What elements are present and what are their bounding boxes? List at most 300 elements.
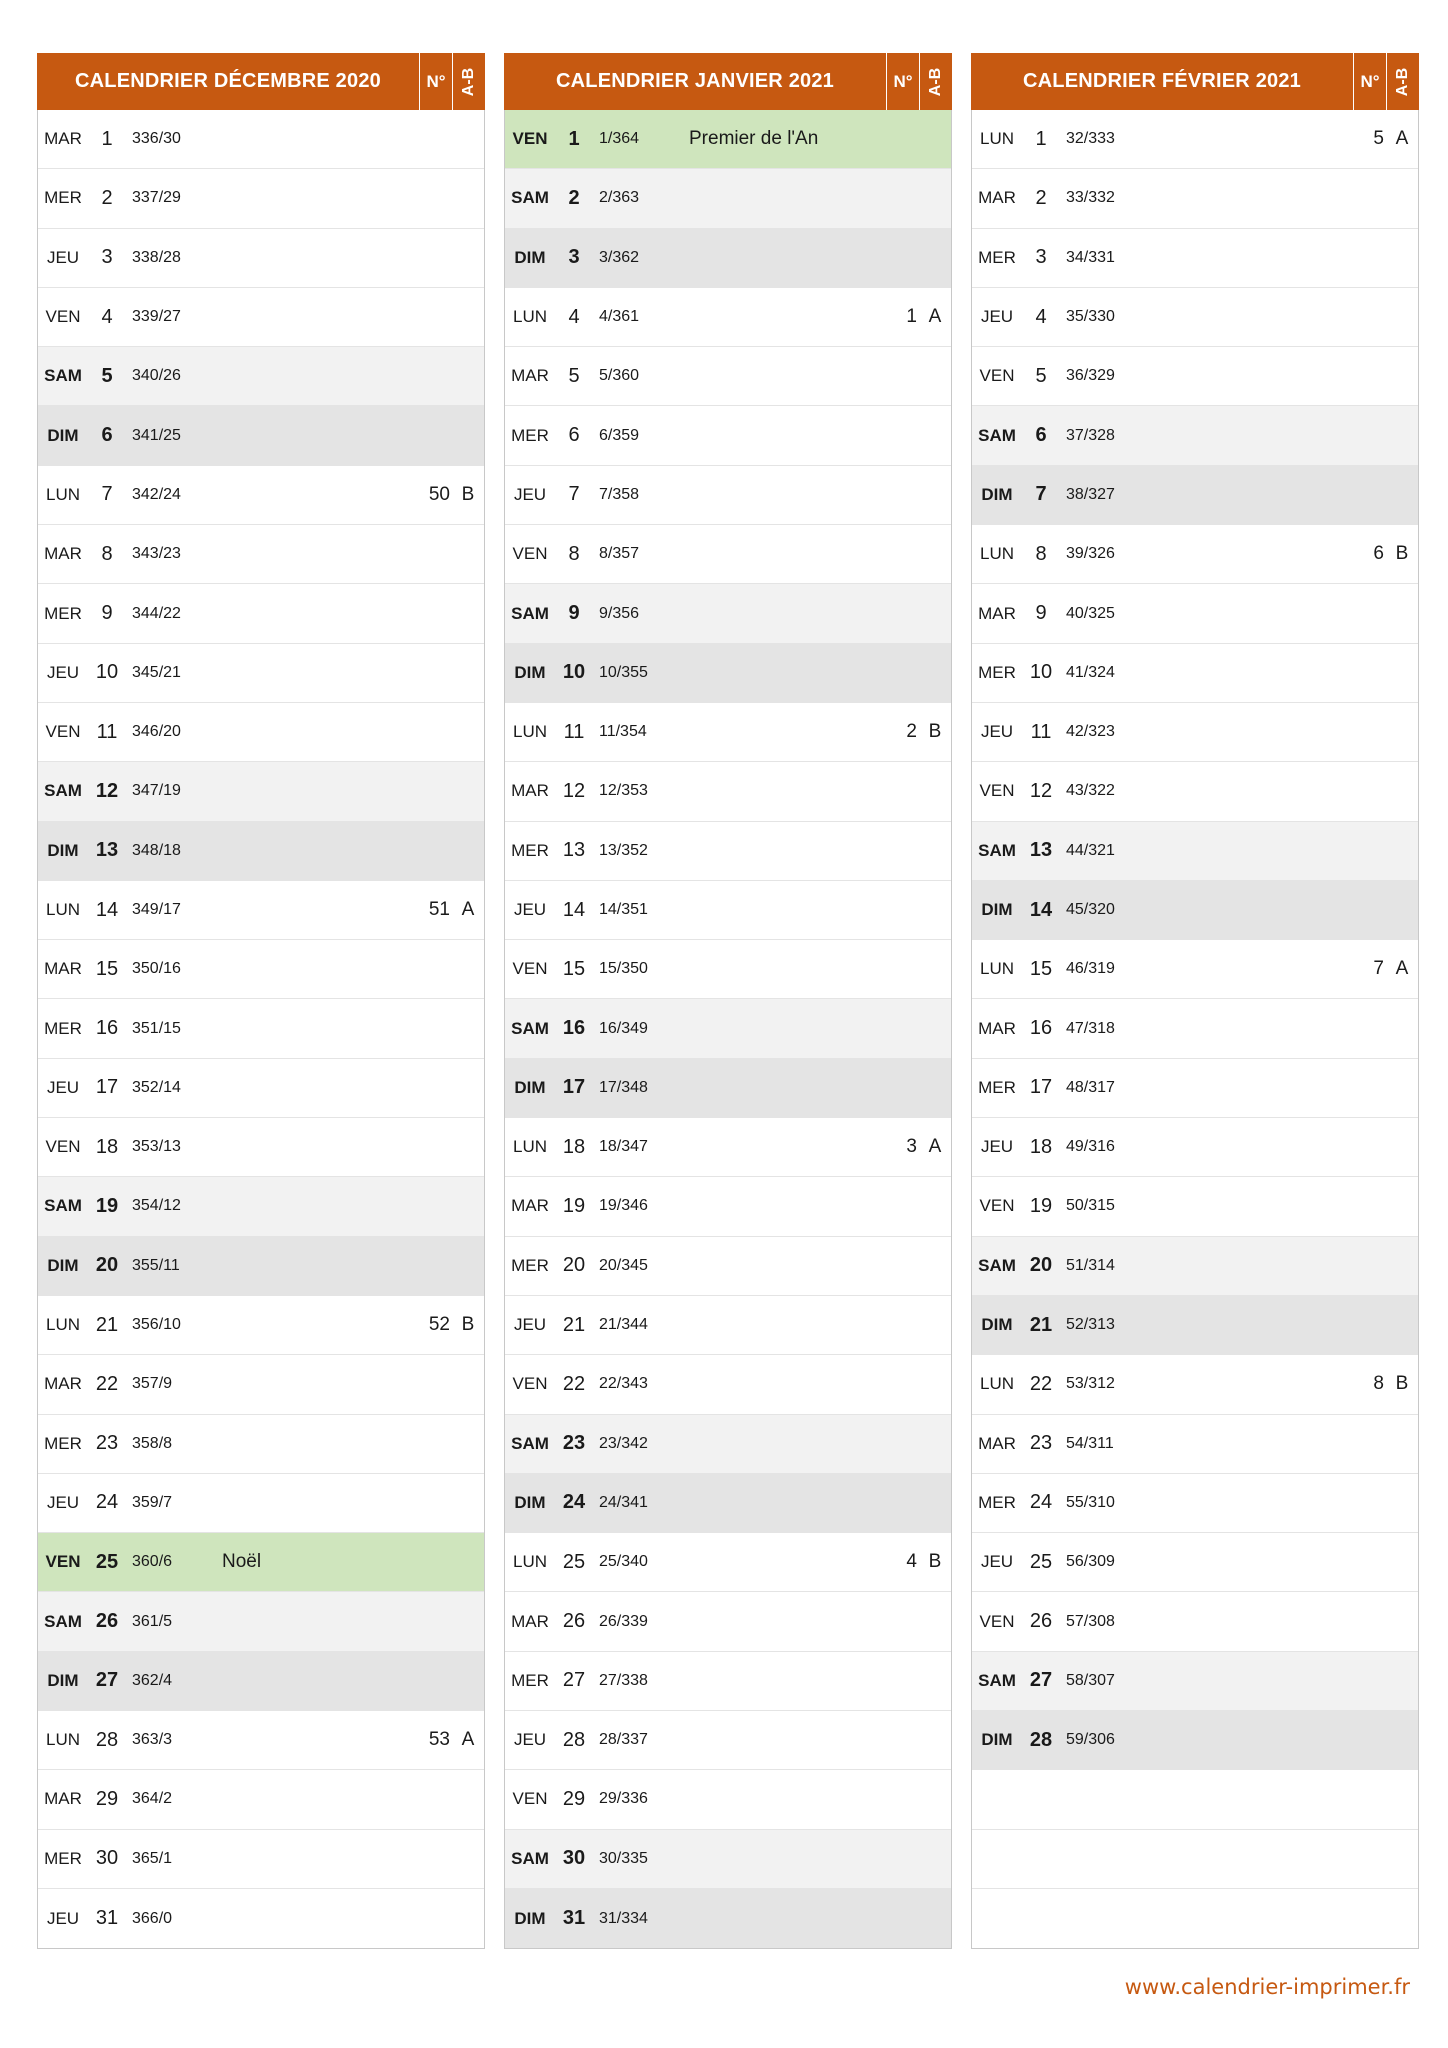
day-row — [505, 584, 951, 643]
day-of-week: VEN — [512, 1789, 548, 1809]
day-of-week: DIM — [981, 1315, 1013, 1335]
day-row — [972, 406, 1418, 465]
day-of-year: 47/318 — [1066, 1019, 1115, 1037]
day-number: 25 — [562, 1550, 586, 1573]
day-of-year: 35/330 — [1066, 308, 1115, 326]
day-row — [972, 584, 1418, 643]
day-of-week: DIM — [514, 1077, 546, 1097]
day-of-week: DIM — [981, 1730, 1013, 1750]
day-of-year: 366/0 — [132, 1909, 173, 1927]
day-number: 25 — [95, 1550, 119, 1573]
day-number: 20 — [562, 1254, 586, 1277]
day-number: 21 — [562, 1313, 586, 1336]
day-number: 11 — [96, 720, 118, 743]
week-number: 2 — [906, 721, 917, 743]
month-title: CALENDRIER DÉCEMBRE 2020 — [75, 70, 381, 92]
day-of-week: JEU — [980, 1552, 1014, 1572]
day-of-week: LUN — [979, 129, 1014, 149]
day-of-week: DIM — [514, 247, 546, 267]
day-of-week: VEN — [979, 1196, 1015, 1216]
day-number: 28 — [562, 1728, 586, 1751]
day-of-week: JEU — [46, 662, 80, 682]
day-of-year: 346/20 — [132, 723, 181, 741]
day-of-year: 56/309 — [1066, 1553, 1115, 1571]
week-number: 4 — [906, 1551, 917, 1573]
day-row — [38, 406, 484, 465]
day-number: 11 — [1030, 720, 1052, 743]
day-row — [505, 1711, 951, 1770]
day-of-week: MER — [511, 1255, 549, 1275]
day-number: 17 — [95, 1076, 119, 1099]
week-number: 3 — [906, 1136, 917, 1158]
day-of-year: 41/324 — [1066, 663, 1115, 681]
day-number: 1 — [101, 127, 113, 150]
day-number: 24 — [95, 1491, 119, 1514]
day-row — [38, 525, 484, 584]
day-row — [38, 644, 484, 703]
day-of-year: 353/13 — [132, 1138, 181, 1156]
week-number: 8 — [1373, 1373, 1384, 1395]
day-number: 22 — [1029, 1372, 1053, 1395]
day-number: 19 — [95, 1194, 119, 1217]
day-number: 5 — [101, 364, 113, 387]
day-of-year: 363/3 — [132, 1731, 173, 1749]
day-number: 15 — [95, 957, 119, 980]
day-number: 2 — [101, 186, 113, 209]
day-row — [38, 762, 484, 821]
day-number: 26 — [562, 1610, 586, 1633]
day-of-week: VEN — [512, 1374, 548, 1394]
day-row — [505, 1533, 951, 1592]
month-header — [971, 53, 1419, 110]
day-of-year: 28/337 — [599, 1731, 648, 1749]
day-of-week: MAR — [44, 1374, 82, 1394]
week-number: 7 — [1373, 958, 1384, 980]
day-number: 14 — [1029, 898, 1053, 921]
day-of-week: JEU — [46, 1908, 80, 1928]
day-of-year: 51/314 — [1066, 1256, 1115, 1274]
holiday-name: Noël — [222, 1551, 262, 1573]
day-number: 24 — [562, 1491, 586, 1514]
day-of-week: VEN — [45, 1552, 81, 1572]
day-row — [972, 1237, 1418, 1296]
day-of-year: 54/311 — [1066, 1434, 1114, 1452]
empty-row — [972, 1770, 1418, 1829]
day-of-week: MAR — [44, 544, 82, 564]
day-row — [505, 1830, 951, 1889]
day-of-week: LUN — [45, 1730, 80, 1750]
day-number: 5 — [568, 364, 580, 387]
day-row — [38, 1830, 484, 1889]
day-row — [505, 1889, 951, 1948]
week-number: 52 — [428, 1314, 450, 1336]
month-title: CALENDRIER FÉVRIER 2021 — [1023, 70, 1301, 92]
day-of-week: MER — [44, 1433, 82, 1453]
day-row — [972, 1355, 1418, 1414]
day-of-week: DIM — [514, 1492, 546, 1512]
day-of-year: 336/30 — [132, 130, 181, 148]
day-row — [38, 288, 484, 347]
day-number: 24 — [1029, 1491, 1053, 1514]
day-of-week: MER — [44, 1018, 82, 1038]
day-of-week: JEU — [46, 1492, 80, 1512]
day-of-year: 26/339 — [599, 1612, 648, 1630]
day-of-year: 361/5 — [132, 1612, 173, 1630]
day-number: 19 — [562, 1194, 586, 1217]
day-of-week: DIM — [981, 900, 1013, 919]
day-number: 4 — [568, 305, 580, 328]
day-row — [38, 703, 484, 762]
day-row — [972, 1118, 1418, 1177]
day-row — [38, 1711, 484, 1770]
day-of-year: 49/316 — [1066, 1138, 1115, 1156]
day-of-week: LUN — [512, 1552, 547, 1572]
day-row — [505, 525, 951, 584]
day-of-week: VEN — [979, 1611, 1015, 1631]
day-number: 9 — [1035, 602, 1047, 625]
day-row — [972, 1592, 1418, 1651]
day-row — [38, 1415, 484, 1474]
day-number: 1 — [568, 127, 580, 150]
day-number: 29 — [562, 1787, 586, 1810]
day-row — [38, 1237, 484, 1296]
day-of-year: 340/26 — [132, 367, 181, 385]
day-number: 9 — [568, 602, 580, 625]
day-of-year: 42/323 — [1066, 723, 1115, 741]
day-of-year: 57/308 — [1066, 1612, 1115, 1630]
day-of-year: 358/8 — [132, 1434, 173, 1452]
day-of-year: 14/351 — [599, 901, 648, 918]
day-of-week: DIM — [514, 662, 546, 682]
day-row — [505, 1177, 951, 1236]
day-of-year: 52/313 — [1066, 1316, 1115, 1334]
day-of-week: LUN — [45, 1315, 80, 1335]
day-row — [505, 1355, 951, 1414]
ab-week: B — [928, 721, 942, 743]
day-number: 14 — [562, 898, 586, 921]
holiday-row — [505, 110, 951, 169]
day-number: 21 — [1029, 1313, 1053, 1336]
day-of-year: 12/353 — [599, 782, 648, 800]
week-number-header: N° — [419, 53, 452, 110]
day-of-week: VEN — [45, 1137, 81, 1157]
month-table — [37, 53, 485, 1949]
day-of-year: 32/333 — [1066, 130, 1115, 148]
month-body — [972, 110, 1418, 1948]
day-of-year: 40/325 — [1066, 604, 1115, 622]
day-row — [38, 1474, 484, 1533]
day-number: 12 — [562, 779, 586, 802]
day-of-week: SAM — [44, 1611, 82, 1631]
day-of-week: JEU — [513, 1315, 547, 1335]
day-of-week: LUN — [979, 1374, 1014, 1394]
day-of-week: LUN — [512, 722, 547, 742]
day-of-year: 23/342 — [599, 1434, 648, 1452]
day-of-week: VEN — [979, 781, 1015, 801]
day-row — [972, 466, 1418, 525]
day-of-week: SAM — [511, 188, 549, 208]
day-row — [505, 822, 951, 881]
ab-week-header: A-B — [919, 53, 952, 110]
month-header — [504, 53, 952, 110]
day-number: 17 — [1029, 1076, 1053, 1099]
day-of-week: VEN — [45, 722, 81, 742]
day-number: 30 — [562, 1847, 586, 1870]
week-number: 53 — [428, 1729, 450, 1751]
day-of-year: 11/354 — [599, 723, 647, 741]
ab-week: B — [1395, 1373, 1409, 1395]
day-row — [972, 288, 1418, 347]
day-of-year: 352/14 — [132, 1078, 181, 1096]
day-number: 20 — [95, 1254, 119, 1277]
day-of-week: DIM — [514, 1908, 546, 1928]
day-number: 1 — [1035, 127, 1047, 150]
day-of-week: SAM — [978, 840, 1016, 860]
day-of-year: 349/17 — [132, 901, 181, 918]
day-number: 7 — [568, 483, 580, 506]
day-number: 4 — [1035, 305, 1047, 328]
day-of-week: MER — [978, 1077, 1016, 1097]
ab-week: A — [928, 1136, 942, 1158]
day-row — [505, 940, 951, 999]
day-of-week: MAR — [511, 1196, 549, 1216]
day-row — [38, 1592, 484, 1651]
day-of-week: MER — [978, 247, 1016, 267]
day-number: 14 — [95, 898, 119, 921]
day-of-year: 22/343 — [599, 1375, 648, 1393]
day-number: 18 — [95, 1135, 119, 1158]
day-of-year: 342/24 — [132, 485, 181, 503]
day-of-year: 55/310 — [1066, 1493, 1115, 1511]
day-of-year: 13/352 — [599, 841, 648, 859]
day-of-week: MAR — [44, 959, 82, 979]
day-of-week: MAR — [978, 188, 1016, 208]
day-of-week: MER — [978, 1492, 1016, 1512]
day-number: 23 — [1029, 1432, 1053, 1455]
day-row — [972, 110, 1418, 169]
ab-week: B — [461, 483, 475, 505]
day-row — [505, 1474, 951, 1533]
day-number: 29 — [95, 1787, 119, 1810]
day-of-year: 20/345 — [599, 1256, 648, 1274]
day-row — [505, 229, 951, 288]
week-number: 5 — [1373, 128, 1384, 150]
day-row — [972, 1474, 1418, 1533]
day-of-week: SAM — [511, 1433, 549, 1453]
day-of-week: SAM — [978, 1255, 1016, 1275]
day-number: 28 — [95, 1728, 119, 1751]
month-body — [505, 110, 951, 1948]
day-of-week: SAM — [44, 366, 82, 386]
day-of-year: 37/328 — [1066, 426, 1115, 444]
day-row — [505, 1592, 951, 1651]
day-number: 10 — [1029, 661, 1053, 684]
day-row — [972, 762, 1418, 821]
day-number: 7 — [1035, 483, 1047, 506]
day-row — [972, 347, 1418, 406]
week-number-header: N° — [886, 53, 919, 110]
week-number: 51 — [428, 899, 450, 920]
day-number: 28 — [1029, 1728, 1053, 1751]
day-number: 3 — [1035, 246, 1047, 269]
day-of-week: DIM — [47, 1670, 79, 1690]
day-of-week: JEU — [980, 307, 1014, 327]
ab-week: A — [461, 1729, 475, 1751]
day-row — [505, 288, 951, 347]
day-of-year: 7/358 — [599, 485, 640, 503]
day-of-week: LUN — [512, 1137, 547, 1157]
day-of-week: MER — [44, 1848, 82, 1868]
month-title: CALENDRIER JANVIER 2021 — [555, 70, 834, 92]
day-row — [972, 229, 1418, 288]
day-row — [38, 110, 484, 169]
day-of-year: 59/306 — [1066, 1731, 1115, 1749]
ab-week-header: A-B — [452, 53, 485, 110]
day-of-week: LUN — [512, 307, 547, 327]
day-number: 17 — [562, 1076, 586, 1099]
empty-row — [972, 1830, 1418, 1889]
day-number: 2 — [568, 186, 580, 209]
day-of-year: 34/331 — [1066, 248, 1115, 266]
day-number: 2 — [1035, 186, 1047, 209]
day-number: 9 — [101, 602, 113, 625]
day-number: 4 — [101, 305, 113, 328]
day-row — [505, 1415, 951, 1474]
day-of-week: MER — [44, 603, 82, 623]
day-number: 8 — [1035, 542, 1047, 565]
ab-week: A — [461, 899, 475, 920]
week-number: 50 — [428, 483, 450, 505]
footer-website-link[interactable]: www.calendrier-imprimer.fr — [1124, 1975, 1410, 1999]
ab-week: A — [928, 306, 942, 328]
day-of-year: 359/7 — [132, 1493, 173, 1511]
day-number: 10 — [562, 661, 586, 684]
day-number: 16 — [562, 1017, 586, 1040]
day-of-week: VEN — [512, 544, 548, 564]
day-row — [972, 1296, 1418, 1355]
day-number: 18 — [1029, 1135, 1053, 1158]
day-row — [972, 940, 1418, 999]
day-row — [38, 999, 484, 1058]
day-of-week: LUN — [979, 544, 1014, 564]
day-of-week: DIM — [47, 840, 79, 860]
day-of-year: 341/25 — [132, 426, 181, 444]
month-table — [504, 53, 952, 1949]
day-of-week: MAR — [44, 129, 82, 149]
day-row — [505, 1237, 951, 1296]
day-of-year: 19/346 — [599, 1197, 648, 1215]
day-number: 19 — [1029, 1194, 1053, 1217]
day-row — [505, 1652, 951, 1711]
day-of-week: MER — [511, 425, 549, 445]
day-number: 25 — [1029, 1550, 1053, 1573]
day-of-year: 46/319 — [1066, 960, 1115, 978]
day-row — [972, 1652, 1418, 1711]
day-number: 7 — [101, 483, 113, 506]
day-row — [972, 1533, 1418, 1592]
day-of-year: 15/350 — [599, 960, 648, 978]
day-of-year: 58/307 — [1066, 1671, 1115, 1689]
day-row — [972, 881, 1418, 940]
day-of-year: 356/10 — [132, 1316, 181, 1334]
week-number: 1 — [906, 306, 917, 328]
day-of-week: JEU — [513, 900, 547, 919]
day-row — [38, 347, 484, 406]
day-number: 13 — [562, 839, 586, 862]
day-number: 5 — [1035, 364, 1047, 387]
ab-week: B — [1395, 543, 1409, 565]
day-of-year: 364/2 — [132, 1790, 173, 1808]
day-row — [972, 1177, 1418, 1236]
day-number: 27 — [562, 1669, 586, 1692]
day-of-year: 360/6 — [132, 1553, 173, 1571]
day-of-year: 50/315 — [1066, 1197, 1115, 1215]
day-of-year: 16/349 — [599, 1019, 648, 1037]
day-number: 6 — [1035, 424, 1047, 447]
day-number: 12 — [95, 779, 119, 802]
day-of-year: 9/356 — [599, 604, 640, 622]
day-row — [38, 1355, 484, 1414]
day-of-year: 27/338 — [599, 1671, 648, 1689]
day-of-year: 5/360 — [599, 367, 640, 385]
day-of-year: 357/9 — [132, 1375, 173, 1393]
day-of-week: JEU — [46, 247, 80, 267]
day-row — [972, 1711, 1418, 1770]
day-of-week: SAM — [511, 603, 549, 623]
day-of-week: MAR — [511, 1611, 549, 1631]
day-of-year: 347/19 — [132, 782, 181, 800]
day-number: 21 — [95, 1313, 119, 1336]
ab-week: B — [461, 1314, 475, 1336]
day-row — [505, 1059, 951, 1118]
day-of-week: SAM — [511, 1018, 549, 1038]
day-row — [505, 406, 951, 465]
day-of-year: 348/18 — [132, 841, 181, 859]
day-of-year: 2/363 — [599, 189, 640, 207]
day-of-year: 3/362 — [599, 248, 640, 266]
day-of-week: VEN — [512, 129, 548, 149]
day-of-year: 31/334 — [599, 1909, 648, 1927]
ab-week: A — [1395, 128, 1409, 150]
ab-week: A — [1395, 958, 1409, 980]
day-row — [38, 1118, 484, 1177]
day-row — [505, 881, 951, 940]
day-row — [505, 703, 951, 762]
day-number: 3 — [568, 246, 580, 269]
day-number: 8 — [101, 542, 113, 565]
day-row — [505, 644, 951, 703]
day-of-week: MER — [511, 840, 549, 860]
ab-week-header: A-B — [1386, 53, 1419, 110]
day-row — [505, 1118, 951, 1177]
day-row — [38, 1770, 484, 1829]
day-of-week: SAM — [978, 425, 1016, 445]
day-row — [972, 644, 1418, 703]
day-of-year: 344/22 — [132, 604, 181, 622]
day-of-year: 1/364 — [599, 130, 640, 148]
day-of-year: 43/322 — [1066, 782, 1115, 800]
day-of-year: 8/357 — [599, 545, 640, 563]
day-of-week: MAR — [511, 781, 549, 801]
day-number: 26 — [1029, 1610, 1053, 1633]
day-row — [505, 762, 951, 821]
day-row — [972, 1415, 1418, 1474]
day-row — [38, 1652, 484, 1711]
day-of-week: MAR — [511, 366, 549, 386]
day-of-year: 351/15 — [132, 1019, 181, 1037]
day-of-year: 343/23 — [132, 545, 181, 563]
day-of-year: 17/348 — [599, 1078, 648, 1096]
